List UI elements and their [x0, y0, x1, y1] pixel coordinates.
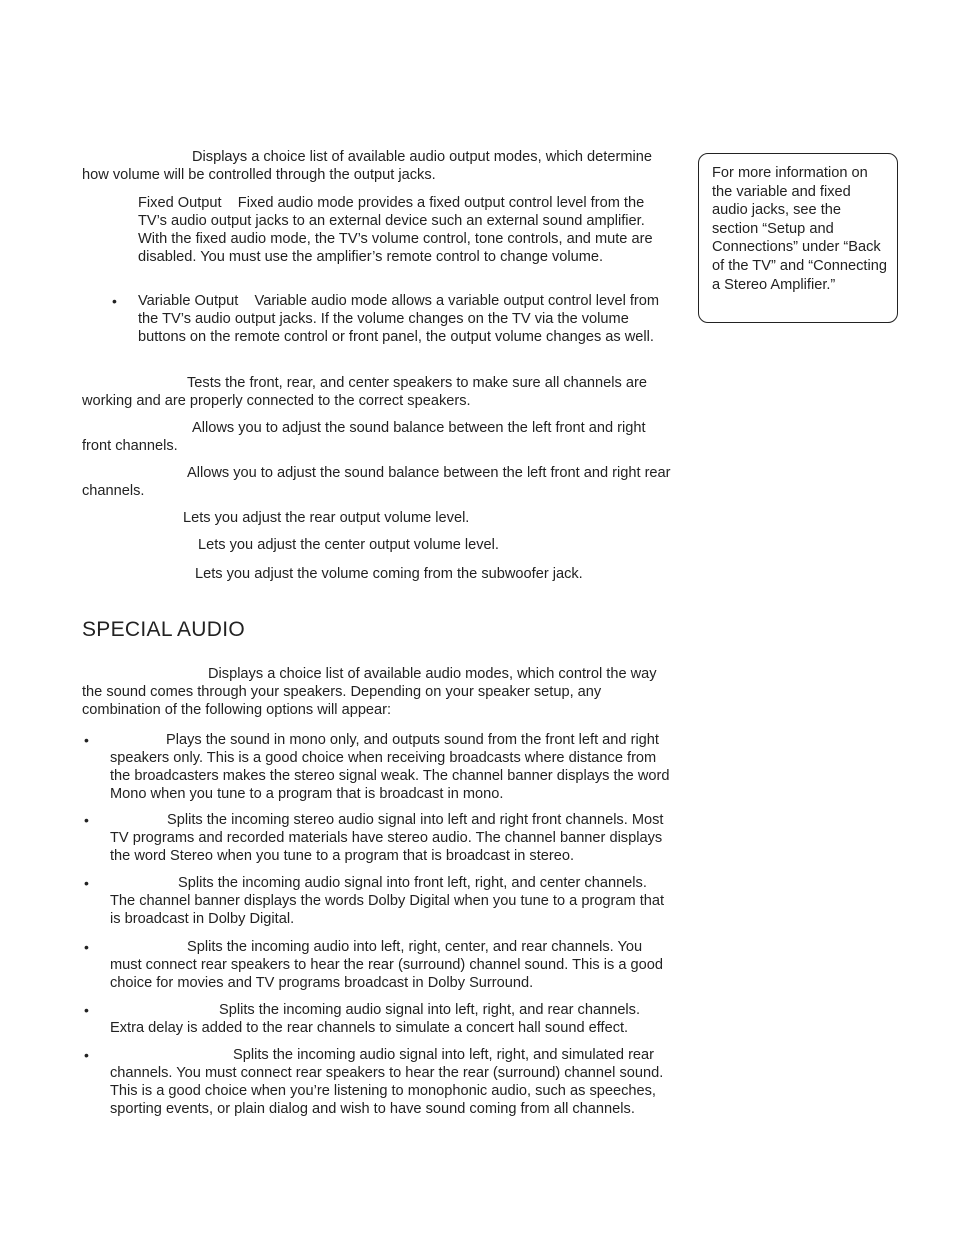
- stereo-mode-description: Splits the incoming stereo audio signal into left and right front channels. Most TV programs and recorded materials have stereo audio. The channel banner displays the word Stereo when you tune to a program that is broadcast in stereo.: [110, 812, 664, 864]
- mode-bullet: •: [84, 1047, 89, 1063]
- sidebar-note-text: For more information on the variable and fixed audio jacks, see the section “Setup and Connections” under “Back of the TV” and “Connecting a Stereo Amplifier.”: [712, 165, 887, 293]
- subwoofer-description: Lets you adjust the volume coming from the subwoofer jack.: [195, 566, 583, 582]
- special-audio-heading: SPECIAL AUDIO: [82, 618, 246, 641]
- mono-mode-description: Plays the sound in mono only, and outputs sound from the front left and right speakers only. This is a good choice when receiving broadcasts where distance from the broadcasters makes the stereo signal weak. The channel banner displays the word Mono when you tune to a program that is broadcast in mono.: [110, 732, 670, 802]
- fixed-output-text: Fixed audio mode provides a fixed output control level from the TV’s audio output jacks to an external device such an external sound amplifier. With the fixed audio mode, the TV’s volume control, tone controls, and mute are disabled. You must use the amplifier’s remote control to change volume.: [138, 195, 653, 265]
- variable-output-text: Variable audio mode allows a variable output control level from the TV’s audio output jacks. If the volume changes on the TV via the volume buttons on the remote control or front panel, the output volume changes as well.: [138, 293, 660, 345]
- concert-hall-mode-description: Splits the incoming audio signal into left, right, and rear channels. Extra delay is added to the rear channels to simulate a concert hall sound effect.: [110, 1002, 641, 1036]
- variable-output-bullet: •: [112, 293, 117, 309]
- speaker-test-description: Tests the front, rear, and center speakers to make sure all channels are working and are properly connected to the correct speakers.: [82, 375, 647, 409]
- dolby-digital-mode-description: Splits the incoming audio signal into front left, right, and center channels. The channel banner displays the words Dolby Digital when you tune to a program that is broadcast in Dolby Digital.: [110, 875, 665, 927]
- fixed-output-option: [138, 194, 668, 266]
- mode-bullet: •: [84, 939, 89, 955]
- rear-volume-description: Lets you adjust the rear output volume level.: [183, 510, 470, 526]
- rear-balance-description: Allows you to adjust the sound balance between the left front and right rear channels.: [82, 465, 671, 499]
- surround-mode-description: Splits the incoming audio into left, right, center, and rear channels. You must connect rear speakers to hear the rear (surround) channel sound. This is a good choice for movies and TV programs broadcast in Dolby Surround.: [110, 939, 663, 991]
- audio-output-description: Displays a choice list of available audio output modes, which determine how volume will be controlled through the output jacks.: [82, 149, 652, 183]
- front-balance-description: Allows you to adjust the sound balance between the left front and right front channels.: [82, 420, 646, 454]
- variable-output-label: Variable Output: [138, 293, 239, 309]
- simulated-surround-mode-description: Splits the incoming audio signal into left, right, and simulated rear channels. You must connect rear speakers to hear the rear (surround) channel sound. This is a good choice when you’re listening to monophonic audio, such as speeches, sporting events, or plain dialog and wish to have sound coming from all channels.: [110, 1047, 664, 1117]
- center-volume-description: Lets you adjust the center output volume level.: [198, 537, 499, 553]
- mode-bullet: •: [84, 732, 89, 748]
- mode-bullet: •: [84, 1002, 89, 1018]
- mode-bullet: •: [84, 812, 89, 828]
- sidebar-note-box: [698, 153, 898, 323]
- variable-output-option: [138, 292, 668, 346]
- mode-bullet: •: [84, 875, 89, 891]
- fixed-output-label: Fixed Output: [138, 195, 222, 211]
- special-audio-intro: Displays a choice list of available audio modes, which control the way the sound comes through your speakers. Depending on your speaker setup, any combination of the following options will appear:: [82, 666, 657, 718]
